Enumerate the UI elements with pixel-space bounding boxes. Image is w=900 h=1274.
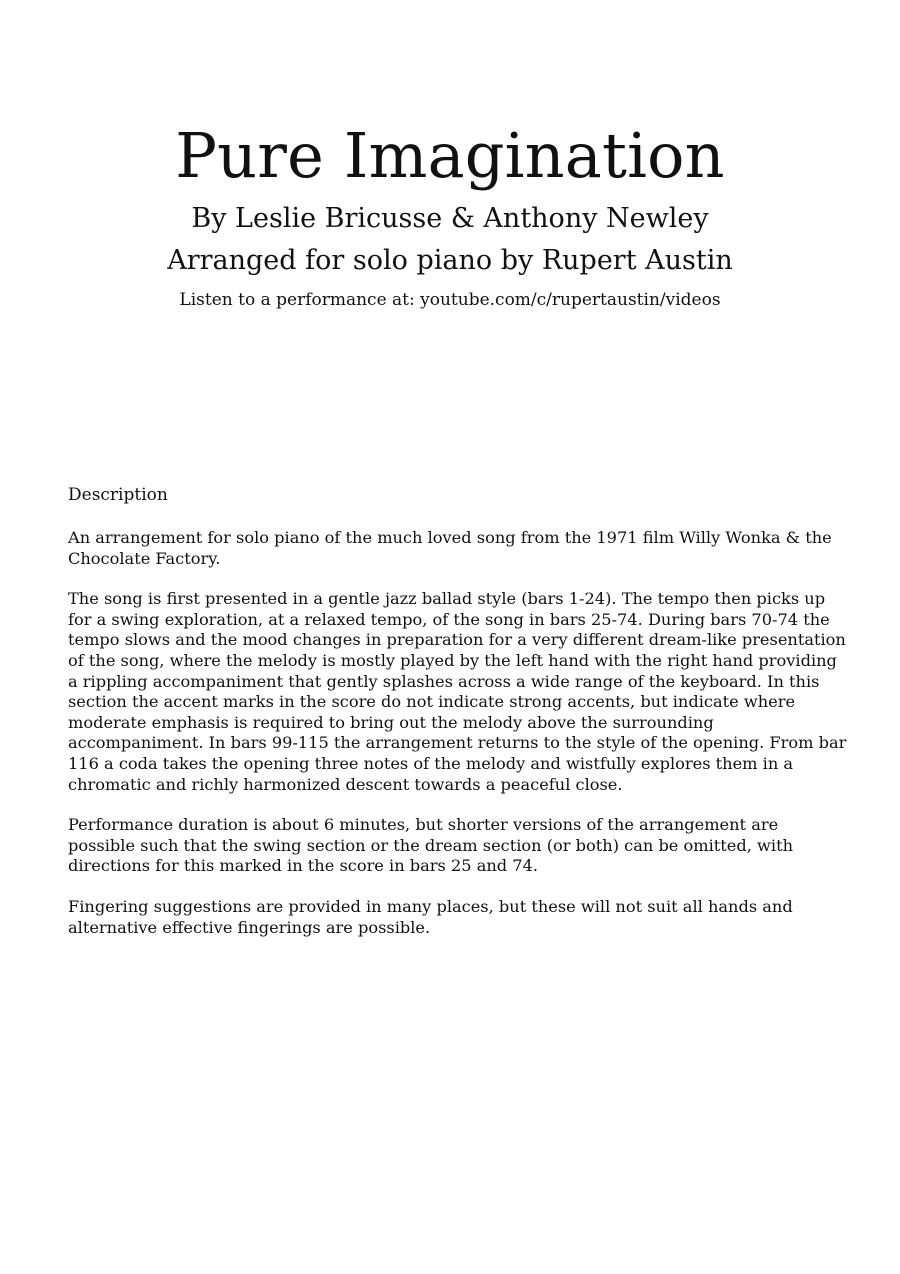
description-section (68, 484, 848, 958)
description-paragraph-4: Fingering suggestions are provided in many places, but these will not suit all hands and alternative effective fingerings are possible. (68, 896, 793, 937)
composer-credit: By Leslie Bricusse & Anthony Newley (191, 203, 709, 234)
description-paragraph-3: Performance duration is about 6 minutes, but shorter versions of the arrangement are possible such that the swing section or the dream section (or both) can be omitted, with directions for this marked in the score in bars 25 and 74. (68, 815, 794, 876)
title-block (0, 118, 900, 312)
page-title: Pure Imagination (175, 119, 725, 192)
arranger-credit: Arranged for solo piano by Rupert Austin (167, 245, 733, 276)
description-paragraph-1: An arrangement for solo piano of the much loved song from the 1971 film Willy Wonka & the Chocolate Factory. (68, 528, 832, 568)
description-paragraph-2: The song is first presented in a gentle jazz ballad style (bars 1-24). The tempo then picks up for a swing exploration, at a relaxed tempo, of the song in bars 25-74. During bars 70-74 the tempo slows and the mood changes in preparation for a very different dream-like presentation of the song, where the melody is mostly played by the left hand with the right hand providing a rippling accompaniment that gently splashes across a wide range of the keyboard. In this section the accent marks in the score do not indicate strong accents, but indicate where moderate emphasis is required to bring out the melody above the surrounding accompaniment. In bars 99-115 the arrangement returns to the style of the opening. From bar 116 a coda takes the opening three notes of the melody and wistfully explores them in a chromatic and richly harmonized descent towards a peaceful close. (68, 589, 847, 794)
performance-link-text: Listen to a performance at: youtube.com/c/rupertaustin/videos (179, 290, 721, 310)
description-heading: Description (68, 485, 168, 505)
